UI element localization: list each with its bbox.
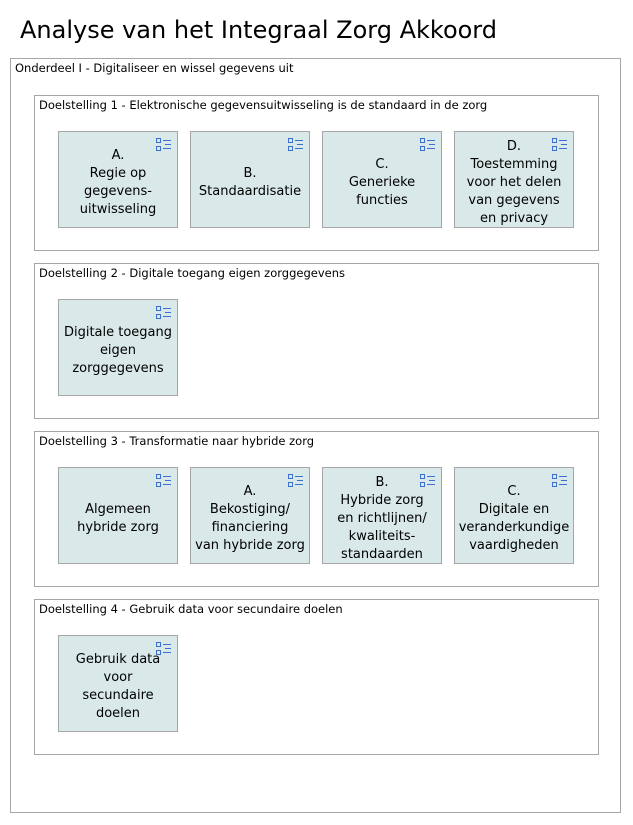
goal-card[interactable] — [322, 131, 442, 228]
page-title: Analyse van het Integraal Zorg Akkoord — [20, 16, 497, 44]
goal-label: Doelstelling 2 - Digitale toegang eigen zorggegevens — [39, 266, 345, 280]
card-label: D. Toestemming voor het delen van gegevens en privacy — [466, 138, 562, 226]
card-label: B. Standaardisatie — [198, 165, 302, 199]
card-label: B. Hybride zorg en richtlijnen/ kwaliteits- standaarden — [337, 474, 427, 562]
goal-label: Doelstelling 3 - Transformatie naar hybride zorg — [39, 434, 315, 448]
goal-card[interactable] — [190, 131, 310, 228]
section-label: Onderdeel I - Digitaliseer en wissel gegevens uit — [15, 61, 294, 75]
goal-group-4 — [34, 599, 599, 755]
goal-card[interactable] — [322, 467, 442, 564]
card-label: A. Bekostiging/ financiering van hybride zorg — [195, 483, 305, 553]
goal-card[interactable] — [58, 131, 178, 228]
goal-card[interactable] — [58, 635, 178, 732]
goal-card[interactable] — [454, 131, 574, 228]
goal-label: Doelstelling 4 - Gebruik data voor secundaire doelen — [39, 602, 343, 616]
goal-group-1 — [34, 95, 599, 251]
goal-card[interactable] — [454, 467, 574, 564]
card-label: C. Generieke functies — [348, 156, 416, 208]
card-label: C. Digitale en veranderkundige vaardigheden — [458, 483, 570, 553]
goal-label: Doelstelling 1 - Elektronische gegevensuitwisseling is de standaard in de zorg — [39, 98, 488, 112]
card-label: Gebruik data voor secundaire doelen — [75, 651, 161, 721]
section-container — [10, 58, 621, 813]
card-label: Algemeen hybride zorg — [77, 501, 159, 535]
goal-card[interactable] — [58, 467, 178, 564]
card-label: Digitale toegang eigen zorggegevens — [63, 324, 173, 376]
goal-card[interactable] — [58, 299, 178, 396]
goal-group-3 — [34, 431, 599, 587]
goal-group-2 — [34, 263, 599, 419]
card-label: A. Regie op gegevens- uitwisseling — [79, 147, 157, 217]
goal-card[interactable] — [190, 467, 310, 564]
